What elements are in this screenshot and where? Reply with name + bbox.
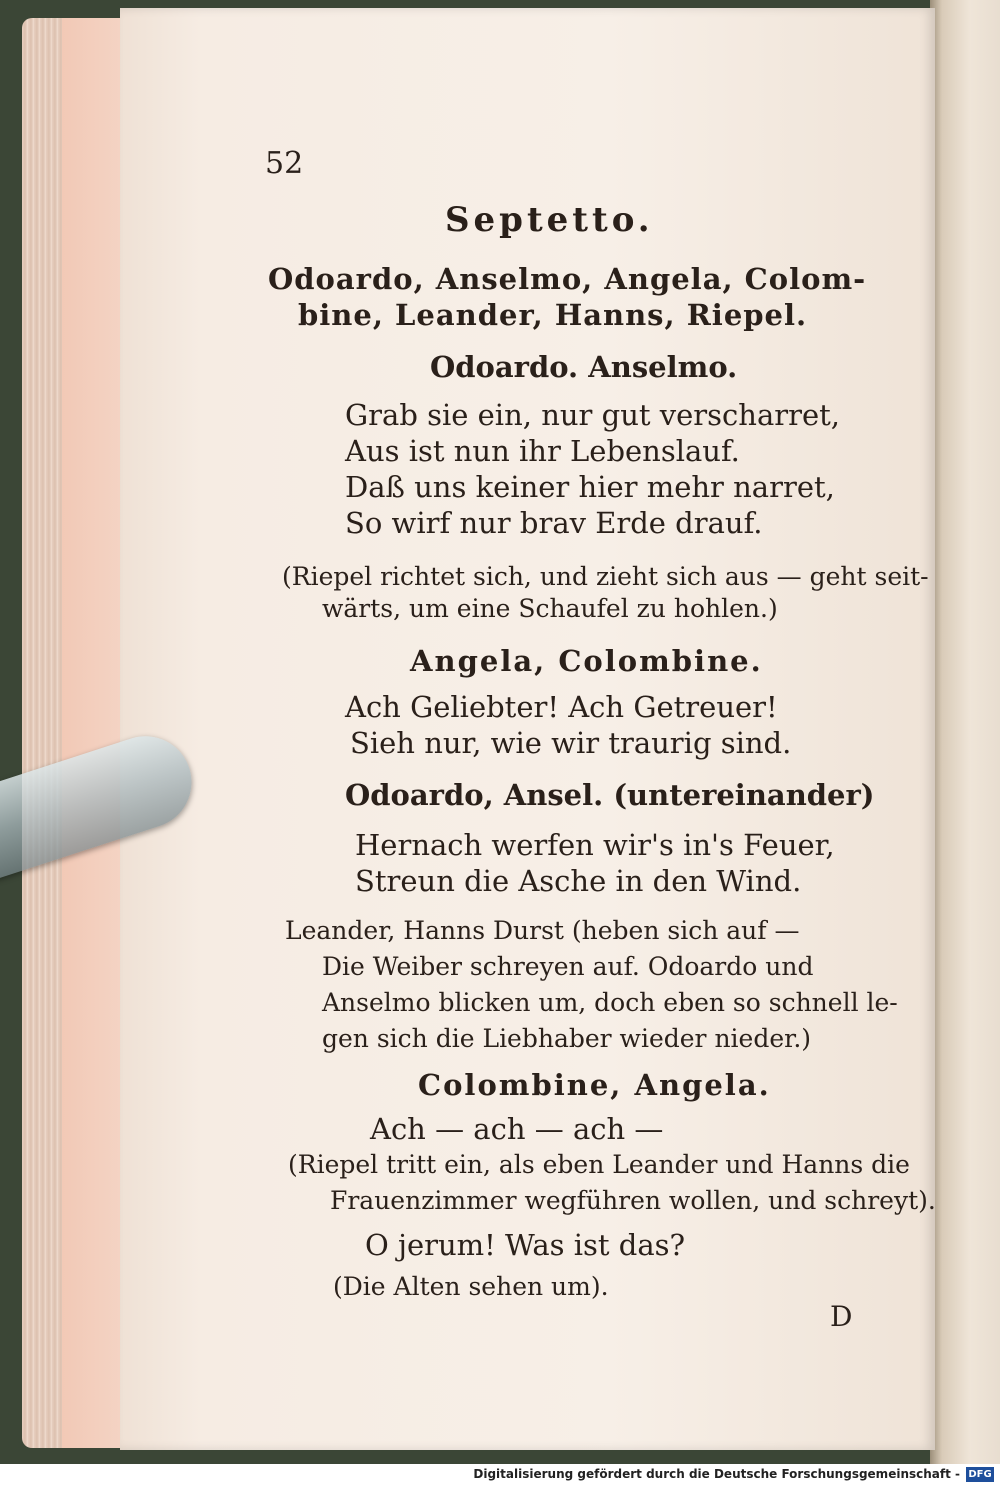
verse-line: Ach Geliebter! Ach Getreuer!	[345, 690, 778, 724]
cast-line-1: Odoardo, Anselmo, Angela, Colom-	[268, 262, 867, 296]
verse-line: Aus ist nun ihr Lebenslauf.	[345, 434, 740, 468]
next-page-edge	[930, 0, 1000, 1464]
funding-credit: Digitalisierung gefördert durch die Deutsche Forschungsgemeinschaft -	[473, 1467, 960, 1481]
verse-line: Grab sie ein, nur gut verscharret,	[345, 398, 840, 432]
stage-direction: (Riepel richtet sich, und zieht sich aus — geht seit-	[282, 562, 929, 591]
speaker-heading-4: Colombine, Angela.	[418, 1068, 771, 1102]
verse-line: Sieh nur, wie wir traurig sind.	[350, 726, 792, 760]
speaker-heading-1: Odoardo. Anselmo.	[430, 350, 738, 384]
stage-direction: Frauenzimmer wegführen wollen, und schreyt).	[330, 1186, 936, 1215]
stage-direction: (Riepel tritt ein, als eben Leander und Hanns die	[288, 1150, 910, 1179]
footer-bar	[0, 1464, 1000, 1486]
verse-line: Streun die Asche in den Wind.	[355, 864, 802, 898]
dfg-logo: DFG	[966, 1467, 994, 1482]
verse-line: Ach — ach — ach —	[370, 1112, 664, 1146]
catchword: D	[830, 1300, 853, 1333]
stage-direction: wärts, um eine Schaufel zu hohlen.)	[322, 594, 778, 623]
speaker-heading-3: Odoardo, Ansel. (untereinander)	[345, 778, 875, 812]
cast-line-2: bine, Leander, Hanns, Riepel.	[298, 298, 808, 332]
stage-direction: (Die Alten sehen um).	[333, 1272, 609, 1301]
stage-direction: gen sich die Liebhaber wieder nieder.)	[322, 1024, 812, 1053]
verse-line: O jerum! Was ist das?	[365, 1228, 686, 1262]
verse-line: Hernach werfen wir's in's Feuer,	[355, 828, 835, 862]
verse-line: So wirf nur brav Erde drauf.	[345, 506, 763, 540]
stage-direction: Anselmo blicken um, doch eben so schnell le-	[322, 988, 898, 1017]
speaker-heading-2: Angela, Colombine.	[410, 644, 763, 678]
page-title: Septetto.	[445, 200, 654, 240]
page-number: 52	[265, 146, 304, 181]
stage-direction: Leander, Hanns Durst (heben sich auf —	[285, 916, 800, 945]
verse-line: Daß uns keiner hier mehr narret,	[345, 470, 835, 504]
stage-direction: Die Weiber schreyen auf. Odoardo und	[322, 952, 814, 981]
